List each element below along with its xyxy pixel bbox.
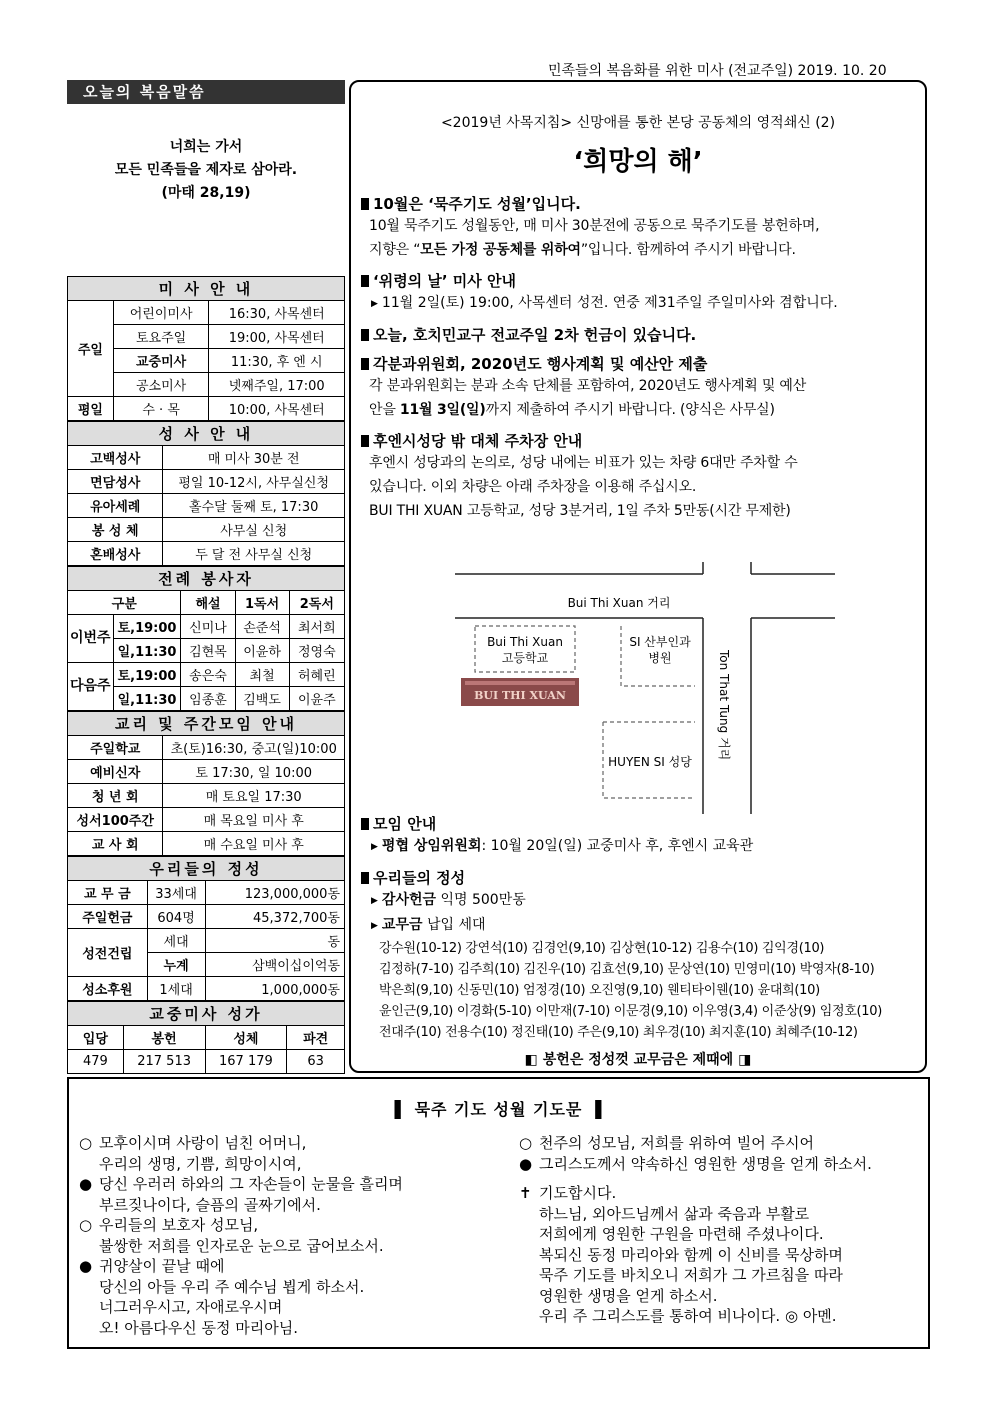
- ministry-table: [67, 566, 345, 711]
- catechism-value: 매 목요일 미사 후: [163, 808, 345, 832]
- pastoral-subtitle: <2019년 사목지침> 신망애를 통한 본당 공동체의 영적쇄신 (2): [440, 115, 836, 131]
- section-heading-text: 10월은 ‘묵주기도 성월’입니다.: [373, 195, 581, 213]
- ministry-title: 전례 봉사자: [68, 567, 345, 591]
- prayer-right-column: [519, 1133, 872, 1174]
- choir-value: 167 179: [205, 1050, 287, 1074]
- sacrament-name: 고백성사: [68, 446, 163, 470]
- triangle-bullet-icon: ▶: [371, 842, 378, 852]
- name-line: 박은희(9,10) 신동민(10) 엄정경(10) 오진영(9,10) 웬티타이웬(10) 윤대희(10): [379, 983, 820, 998]
- this-week-label: 이번주: [68, 615, 114, 663]
- paragraph: 후엔시 성당과의 논의로, 성당 내에는 비표가 있는 차량 6대만 주차할 수: [369, 455, 798, 471]
- ministry-cell: 신미나: [181, 615, 235, 639]
- name-line: 전대주(10) 전용수(10) 정진태(10) 주은(9,10) 최우경(10) 최지훈(10) 최혜주(10-12): [379, 1025, 858, 1040]
- section-heading-text: 후엔시성당 밖 대체 주차장 안내: [373, 432, 583, 450]
- gospel-verse: [67, 136, 345, 276]
- catechism-value: 초(토)16:30, 중고(일)10:00: [163, 736, 345, 760]
- bold-text: 교무금: [381, 917, 423, 933]
- section-heading: [361, 867, 915, 888]
- choir-header: 성체: [205, 1026, 287, 1050]
- mass-time: 19:00, 사목센터: [209, 325, 345, 349]
- closing-slogan: ◧ 봉헌은 정성껏 교무금은 제때에 ◨: [524, 1052, 752, 1068]
- offering-amount: 1,000,000동: [205, 977, 345, 1001]
- sacrament-value: 매 미사 30분 전: [163, 446, 345, 470]
- mass-name: 어린이미사: [113, 301, 209, 325]
- paragraph: 각 분과위원회는 분과 소속 단체를 포함하여, 2020년도 행사계획 및 예산: [369, 378, 807, 394]
- announcement-box: [349, 80, 927, 1073]
- open-circle-icon: ○: [79, 1216, 93, 1234]
- mass-name: 교중미사: [113, 349, 209, 373]
- filled-circle-icon: ●: [79, 1175, 93, 1193]
- prayer-line: [519, 1265, 843, 1286]
- ministry-header: 구분: [68, 591, 181, 615]
- section-heading: [361, 324, 915, 345]
- square-bullet-icon: [361, 872, 369, 884]
- prayer-left-column: [79, 1133, 403, 1338]
- ministry-cell: 임종훈: [181, 687, 235, 711]
- mass-table: [67, 276, 345, 421]
- offering-title: 우리들의 정성: [68, 857, 345, 881]
- prayer-text: 천주의 성모님, 저희를 위하여 빌어 주시어: [539, 1134, 814, 1152]
- mass-title: 미 사 안 내: [68, 277, 345, 301]
- cross-icon: ✝: [519, 1184, 532, 1202]
- catechism-name: 예비신자: [68, 760, 163, 784]
- sacrament-name: 봉 성 체: [68, 518, 163, 542]
- prayer-text: 우리 주 그리스도를 통하여 비나이다. ◎ 아멘.: [539, 1307, 837, 1325]
- prayer-text: 그리스도께서 약속하신 영원한 생명을 얻게 하소서.: [539, 1154, 872, 1173]
- paragraph: [361, 238, 915, 262]
- prayer-text: 묵주 기도를 바치오니 저희가 그 가르침을 따라: [539, 1266, 843, 1284]
- ministry-when: 토,19:00: [113, 615, 181, 639]
- prayer-line: [519, 1286, 843, 1307]
- choir-header: 입당: [68, 1026, 124, 1050]
- bold-text: 감사헌금: [381, 892, 437, 908]
- square-bullet-icon: [361, 329, 369, 341]
- text: 지향은 “: [369, 242, 421, 258]
- school-label: Bui Thi Xuan: [487, 635, 563, 649]
- school-sign-text: BUI THI XUAN: [474, 689, 566, 702]
- ministry-cell: 정영숙: [289, 639, 344, 663]
- prayer-line: [79, 1318, 403, 1339]
- prayer-line: [79, 1133, 403, 1154]
- prayer-line: [79, 1154, 403, 1175]
- ministry-cell: 이윤하: [235, 639, 289, 663]
- section-heading-text: 오늘, 호치민교구 전교주일 2차 헌금이 있습니다.: [373, 326, 697, 344]
- filled-circle-icon: ●: [519, 1154, 533, 1173]
- gospel-line: 모든 민족들을 제자로 삼아라.: [114, 162, 298, 178]
- prayer-text: 저희에게 영원한 구원을 마련해 주셨나이다.: [539, 1225, 824, 1243]
- offering-count: 604명: [147, 905, 205, 929]
- section-heading-text: 우리들의 정성: [373, 869, 466, 887]
- bold-text: 평협 상임위원회: [381, 838, 482, 854]
- offering-count: 세대: [147, 929, 205, 953]
- square-bullet-icon: [361, 818, 369, 830]
- catechism-value: 매 수요일 미사 후: [163, 832, 345, 856]
- catechism-value: 토 17:30, 일 10:00: [163, 760, 345, 784]
- section-heading-text: ‘위령의 날’ 미사 안내: [373, 272, 516, 290]
- section-heading-text: 모임 안내: [373, 815, 437, 833]
- prayer-title: ▌ 묵주 기도 성월 기도문 ▐: [394, 1100, 603, 1119]
- ministry-cell: 송은숙: [181, 663, 235, 687]
- paragraph: BUI THI XUAN 고등학교, 성당 3분거리, 1일 주차 5만동(시간 무제한): [369, 503, 791, 519]
- choir-table: [67, 1001, 345, 1074]
- choir-value: 63: [287, 1050, 345, 1074]
- weekday-label: 평일: [68, 397, 114, 421]
- offering-name: 교 무 금: [68, 881, 148, 905]
- text: 익명 500만동: [436, 892, 526, 908]
- prayer-line: [79, 1174, 403, 1195]
- catechism-name: 청 년 회: [68, 784, 163, 808]
- prayer-line: [519, 1154, 872, 1175]
- paragraph: 10월 묵주기도 성월동안, 매 미사 30분전에 공동으로 묵주기도를 봉헌하며,: [369, 218, 820, 234]
- prayer-line: [519, 1224, 843, 1245]
- prayer-line: [519, 1183, 843, 1204]
- open-circle-icon: ○: [79, 1134, 93, 1152]
- text: ”입니다. 함께하여 주시기 바랍니다.: [580, 242, 796, 258]
- catechism-table: [67, 711, 345, 856]
- offering-amount: 45,372,700동: [205, 905, 345, 929]
- rosary-prayer-box: [67, 1077, 930, 1349]
- prayer-line: [519, 1204, 843, 1225]
- hospital-label: SI 산부인과: [629, 635, 691, 649]
- prayer-line: [79, 1297, 403, 1318]
- sacrament-value: 홀수달 둘째 토, 17:30: [163, 494, 345, 518]
- triangle-bullet-icon: ▶: [371, 921, 378, 931]
- square-bullet-icon: [361, 358, 369, 370]
- mass-name: 수 · 목: [113, 397, 209, 421]
- page-header: 민족들의 복음화를 위한 미사 (전교주일) 2019. 10. 20: [548, 63, 887, 79]
- text: 안을: [369, 402, 400, 418]
- prayer-text: 당신의 아들 우리 주 예수님 뵙게 하소서.: [99, 1277, 365, 1296]
- sacrament-value: 평일 10-12시, 사무실신청: [163, 470, 345, 494]
- prayer-line: [79, 1215, 403, 1236]
- ministry-when: 일,11:30: [113, 639, 181, 663]
- name-line: 김정하(7-10) 김주희(10) 김진우(10) 김효선(9,10) 문상연(10) 민영미(10) 박영자(8-10): [379, 962, 875, 977]
- mass-name: 토요주일: [113, 325, 209, 349]
- prayer-text: 너그러우시고, 자애로우시며: [99, 1298, 283, 1316]
- offering-count: 1세대: [147, 977, 205, 1001]
- offering-count: 33세대: [147, 881, 205, 905]
- square-bullet-icon: [361, 435, 369, 447]
- sacrament-name: 혼배성사: [68, 542, 163, 566]
- prayer-line: [519, 1306, 843, 1327]
- ministry-when: 토,19:00: [113, 663, 181, 687]
- open-circle-icon: ○: [519, 1134, 533, 1152]
- prayer-closing-column: [519, 1183, 843, 1327]
- filled-circle-icon: ●: [79, 1257, 93, 1275]
- prayer-text: 당신 우러러 하와의 그 자손들이 눈물을 흘리며: [99, 1175, 403, 1193]
- ministry-cell: 손준석: [235, 615, 289, 639]
- left-column: [67, 80, 345, 1074]
- mass-time: 넷째주일, 17:00: [209, 373, 345, 397]
- section-heading: [361, 353, 915, 374]
- section-heading-text: 각분과위원회, 2020년도 행사계획 및 예산안 제출: [373, 355, 708, 373]
- prayer-text: 하느님, 외아드님께서 삶과 죽음과 부활로: [539, 1204, 810, 1223]
- offering-name: 성소후원: [68, 977, 148, 1001]
- catechism-name: 교 사 회: [68, 832, 163, 856]
- catechism-name: 성서100주간: [68, 808, 163, 832]
- prayer-text: 불쌍한 저희를 인자로운 눈으로 굽어보소서.: [99, 1236, 384, 1255]
- ministry-header: 1독서: [235, 591, 289, 615]
- choir-value: 217 513: [123, 1050, 205, 1074]
- sacrament-name: 면담성사: [68, 470, 163, 494]
- section-heading: [361, 193, 915, 214]
- ministry-cell: 김백도: [235, 687, 289, 711]
- prayer-line: [79, 1195, 403, 1216]
- ministry-header: 해설: [181, 591, 235, 615]
- text: 납입 세대: [422, 917, 486, 933]
- church-label: HUYEN SI 성당: [608, 755, 692, 769]
- ministry-cell: 최철: [235, 663, 289, 687]
- pastoral-title: ‘희망의 해’: [573, 147, 703, 177]
- name-line: 강수원(10-12) 강연석(10) 김경언(9,10) 김상현(10-12) 김용수(10) 김익경(10): [379, 941, 825, 956]
- offering-count: 누계: [147, 953, 205, 977]
- choir-title: 교중미사 성가: [68, 1002, 345, 1026]
- paragraph: [361, 398, 915, 422]
- name-line: 윤인근(9,10) 이경화(5-10) 이만재(7-10) 이문경(9,10) 이우영(3,4) 이준상(9) 임정호(10): [379, 1004, 883, 1019]
- text: : 10월 20일(일) 교중미사 후, 후엔시 교육관: [481, 838, 754, 854]
- ministry-cell: 이윤주: [289, 687, 344, 711]
- prayer-text: 복되신 동정 마리아와 함께 이 신비를 묵상하며: [539, 1245, 843, 1264]
- prayer-text: 오! 아름다우신 동정 마리아님.: [99, 1318, 298, 1337]
- mass-time: 11:30, 후 엔 시: [209, 349, 345, 373]
- catechism-value: 매 토요일 17:30: [163, 784, 345, 808]
- mass-time: 16:30, 사목센터: [209, 301, 345, 325]
- school-label: 고등학교: [501, 651, 549, 665]
- bold-text: 11월 3일(일): [399, 402, 486, 418]
- building-fund-label: 성전건립: [68, 929, 148, 977]
- choir-header: 파견: [287, 1026, 345, 1050]
- prayer-text: 우리의 생명, 기쁨, 희망이시여,: [99, 1154, 302, 1173]
- paragraph: 있습니다. 이외 차량은 아래 주차장을 이용해 주십시오.: [369, 479, 697, 495]
- bullet-item: [361, 888, 915, 913]
- ministry-when: 일,11:30: [113, 687, 181, 711]
- offering-table: [67, 856, 345, 1001]
- section-heading: [361, 270, 915, 291]
- catechism-name: 주일학교: [68, 736, 163, 760]
- hospital-label: 병원: [648, 651, 672, 665]
- gospel-title: 오늘의 복음말씀: [67, 80, 345, 104]
- prayer-text: 영원한 생명을 얻게 하소서.: [539, 1286, 718, 1305]
- section-heading: [361, 430, 915, 451]
- prayer-line: [519, 1245, 843, 1266]
- offering-amount: 123,000,000동: [205, 881, 345, 905]
- bullet-item: [361, 291, 915, 316]
- ministry-cell: 최서희: [289, 615, 344, 639]
- square-bullet-icon: [361, 198, 369, 210]
- ministry-cell: 허혜린: [289, 663, 344, 687]
- text: 까지 제출하여 주시기 바랍니다. (양식은 사무실): [485, 402, 775, 418]
- offering-name: 주일헌금: [68, 905, 148, 929]
- bullet-item: [361, 913, 915, 938]
- sacrament-title: 성 사 안 내: [68, 422, 345, 446]
- text: 11월 2일(토) 19:00, 사목센터 성전. 연중 제31주일 주일미사와 겸합니다.: [381, 295, 838, 311]
- road-label: Ton That Tung 거리: [717, 650, 731, 761]
- prayer-text: 부르짖나이다, 슬픔의 골짜기에서.: [99, 1195, 321, 1214]
- offering-amount: 동: [205, 929, 345, 953]
- mass-time: 10:00, 사목센터: [209, 397, 345, 421]
- prayer-text: 기도합시다.: [539, 1184, 617, 1202]
- square-bullet-icon: [361, 275, 369, 287]
- prayer-line: [79, 1277, 403, 1298]
- next-week-label: 다음주: [68, 663, 114, 711]
- sacrament-value: 사무실 신청: [163, 518, 345, 542]
- choir-header: 봉헌: [123, 1026, 205, 1050]
- gospel-line: (마태 28,19): [161, 185, 251, 201]
- prayer-text: 우리들의 보호자 성모님,: [99, 1216, 259, 1234]
- gospel-line: 너희는 가서: [169, 139, 243, 155]
- sign-stripe: [465, 681, 575, 685]
- road-label: Bui Thi Xuan 거리: [567, 596, 671, 610]
- prayer-text: 귀양살이 끝날 때에: [99, 1257, 225, 1275]
- catechism-title: 교리 및 주간모임 안내: [68, 712, 345, 736]
- offering-amount: 삼백이십이억동: [205, 953, 345, 977]
- bold-text: 모든 가정 공동체를 위하여: [420, 242, 581, 258]
- sunday-label: 주일: [68, 301, 114, 397]
- triangle-bullet-icon: ▶: [371, 299, 378, 309]
- ministry-cell: 김현목: [181, 639, 235, 663]
- sacrament-value: 두 달 전 사무실 신청: [163, 542, 345, 566]
- parking-map: [445, 562, 845, 824]
- choir-value: 479: [68, 1050, 124, 1074]
- bullet-item: [361, 834, 915, 859]
- sacrament-table: [67, 421, 345, 566]
- triangle-bullet-icon: ▶: [371, 896, 378, 906]
- prayer-line: [79, 1236, 403, 1257]
- ministry-header: 2독서: [289, 591, 344, 615]
- mass-name: 공소미사: [113, 373, 209, 397]
- prayer-text: 모후이시며 사랑이 넘친 어머니,: [99, 1134, 307, 1152]
- sacrament-name: 유아세례: [68, 494, 163, 518]
- prayer-line: [79, 1256, 403, 1277]
- prayer-line: [519, 1133, 872, 1154]
